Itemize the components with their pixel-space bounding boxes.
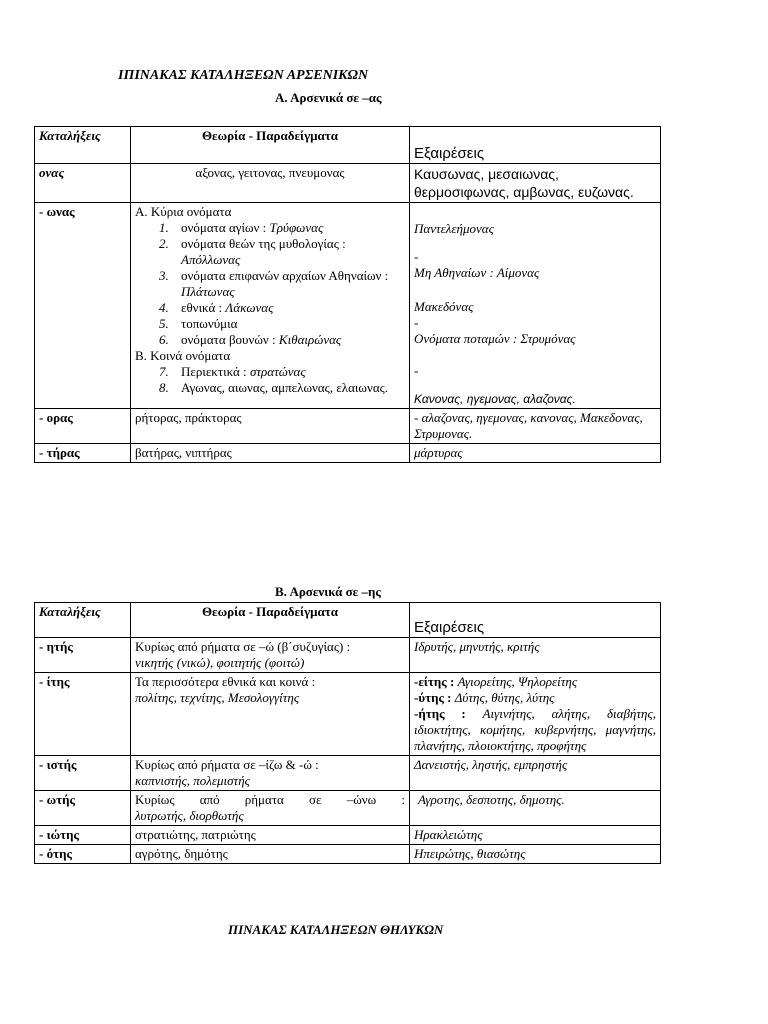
footer-title: ΠΙΝΑΚΑΣ ΚΑΤΑΛΗΞΕΩΝ ΘΗΛΥΚΩΝ (228, 922, 444, 937)
theory-text: Κυρίως από ρήματα σε –ίζω & -ώ : (135, 757, 319, 772)
table-row (35, 826, 661, 845)
ending-cell: - ότης (35, 845, 131, 864)
exceptions-cell: Ηρακλειώτης (410, 826, 661, 845)
theory-examples: νικητής (νικώ), φοιτητής (φοιτώ) (135, 655, 305, 670)
exceptions-cell: - αλαζονας, ηγεμονας, κανονας, Μακεδονας, Στρυμονας. (410, 409, 661, 444)
proper-names-heading: Α. Κύρια ονόματα (135, 204, 232, 219)
theory-cell: στρατιώτης, πατριώτης (131, 826, 410, 845)
table-row (35, 203, 661, 409)
exception-line: Κανονας, ηγεμονας, αλαζονας. (414, 392, 576, 406)
list-item: 5. τοπωνύμια (159, 316, 238, 331)
common-names-heading: Β. Κοινά ονόματα (135, 348, 231, 363)
exception-line: -ήτης : Αιγινήτης, αλήτης, διαβήτης, ιδιοκτήτης, κομήτης, κυβερνήτης, μαγνήτης, πλανήτης, πλοιοκτήτης, προφήτης (414, 706, 656, 753)
ending-cell: ονας (35, 164, 131, 203)
header-exceptions-cell (410, 603, 661, 638)
theory-cell (131, 673, 410, 756)
ending-cell: - ίτης (35, 673, 131, 756)
exceptions-cell (410, 203, 661, 409)
ending-cell: - ητής (35, 638, 131, 673)
proper-names-list (135, 220, 405, 348)
header-endings: Καταλήξεις (35, 127, 131, 164)
exceptions-cell: Καυσωνας, μεσαιωνας, θερμοσιφωνας, αμβωνας, ευζωνας. (410, 164, 661, 203)
ending-cell: - ιστής (35, 756, 131, 791)
ending-cell: - ορας (35, 409, 131, 444)
ending-cell: - ωτής (35, 791, 131, 826)
theory-text: Κυρίως από ρήματα σε –ώ (β΄συζυγίας) : (135, 639, 351, 654)
exception-line: Μη Αθηναίων : Αίμονας (414, 265, 540, 280)
document-title: ΙΠΙΝΑΚΑΣ ΚΑΤΑΛΗΞΕΩΝ ΑΡΣΕΝΙΚΩΝ (118, 68, 369, 83)
exceptions-cell: Δανειστής, ληστής, εμπρηστής (410, 756, 661, 791)
exception-line: Μακεδόνας (414, 299, 474, 314)
list-item: 1. ονόματα αγίων : Τρύφωνας (159, 220, 324, 235)
table-row (35, 444, 661, 463)
theory-text: Κυρίως από ρήματα σε –ώνω : (135, 792, 405, 807)
exceptions-cell: μάρτυρας (410, 444, 661, 463)
list-item: 6. ονόματα βουνών : Κιθαιρώνας (159, 332, 342, 347)
exception-line: - (414, 363, 419, 378)
table-a-header-row (35, 127, 661, 164)
theory-cell: βατήρας, νιπτήρας (131, 444, 410, 463)
table-b (34, 602, 661, 864)
exception-line: - (414, 249, 419, 264)
table-row (35, 845, 661, 864)
header-exceptions: Εξαιρέσεις (414, 619, 485, 636)
header-endings: Καταλήξεις (35, 603, 131, 638)
table-b-header-row (35, 603, 661, 638)
theory-cell (131, 791, 410, 826)
theory-examples: καπνιστής, πολεμιστής (135, 773, 250, 788)
table-row (35, 164, 661, 203)
theory-text: Τα περισσότερα εθνικά και κοινά : (135, 674, 316, 689)
table-row (35, 791, 661, 826)
list-item: 7. Περιεκτικά : στρατώνας (159, 364, 306, 379)
exception-line: Ονόματα ποταμών : Στρυμόνας (414, 331, 576, 346)
table-row (35, 673, 661, 756)
table-row (35, 409, 661, 444)
ending-cell: - ιώτης (35, 826, 131, 845)
exception-line: - (414, 315, 419, 330)
theory-cell: αξονας, γειτονας, πνευμονας (131, 164, 410, 203)
exceptions-cell: Αγροτης, δεσποτης, δημοτης. (410, 791, 661, 826)
exception-line: Παντελεήμονας (414, 221, 494, 236)
theory-cell (131, 756, 410, 791)
exceptions-cell (410, 673, 661, 756)
header-theory: Θεωρία - Παραδείγματα (131, 127, 410, 164)
common-names-list (135, 364, 405, 396)
theory-examples: πολίτης, τεχνίτης, Μεσολογγίτης (135, 690, 300, 705)
list-item: 8. Αγωνας, αιωνας, αμπελωνας, ελαιωνας. (159, 380, 389, 395)
theory-examples: λυτρωτής, διορθωτής (135, 808, 244, 823)
theory-cell: ρήτορας, πράκτορας (131, 409, 410, 444)
list-item: 4. εθνικά : Λάκωνας (159, 300, 274, 315)
exception-line: -είτης : Αγιορείτης, Ψηλορείτης (414, 674, 578, 689)
table-row (35, 638, 661, 673)
exceptions-cell: Ιδρυτής, μηνυτής, κριτής (410, 638, 661, 673)
section-a-title: Α. Αρσενικά σε –ας (275, 90, 382, 105)
section-b-title: Β. Αρσενικά σε –ης (275, 584, 381, 599)
list-item: 2. ονόματα θεών της μυθολογίας : Απόλλωνας (159, 236, 346, 267)
header-theory: Θεωρία - Παραδείγματα (131, 603, 410, 638)
ending-cell: - ωνας (35, 203, 131, 409)
exceptions-cell: Ηπειρώτης, θιασώτης (410, 845, 661, 864)
theory-cell (131, 203, 410, 409)
table-row (35, 756, 661, 791)
theory-cell: αγρότης, δημότης (131, 845, 410, 864)
header-exceptions-cell (410, 127, 661, 164)
list-item: 3. ονόματα επιφανών αρχαίων Αθηναίων : Πλάτωνας (159, 268, 389, 299)
table-a (34, 126, 661, 463)
exception-line: -ύτης : Δύτης, θύτης, λύτης (414, 690, 555, 705)
theory-cell (131, 638, 410, 673)
ending-cell: - τήρας (35, 444, 131, 463)
header-exceptions: Εξαιρέσεις (414, 145, 485, 162)
